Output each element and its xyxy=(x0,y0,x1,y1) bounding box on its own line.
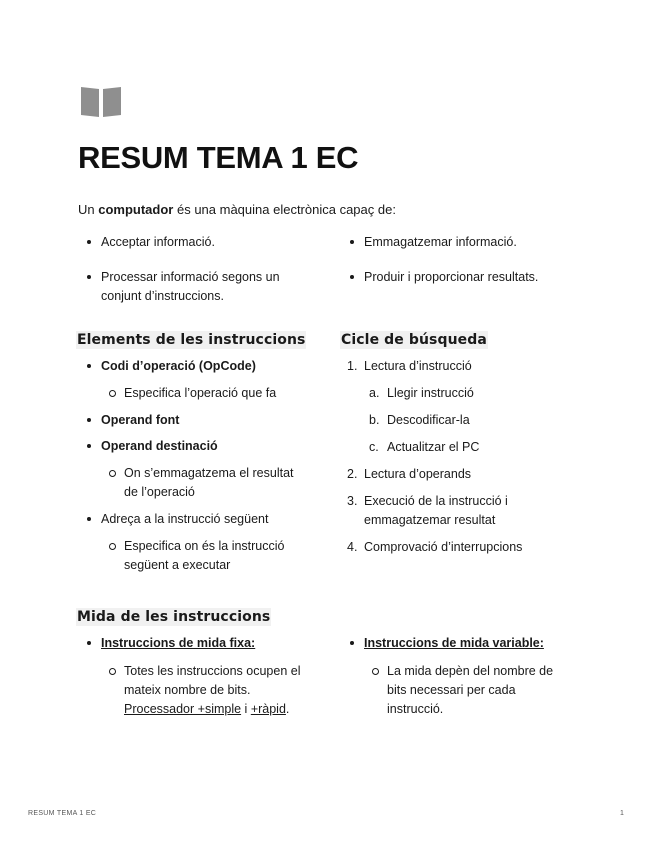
sub-list-item: a. Llegir instrucció xyxy=(369,386,474,400)
intro-bold-term: computador xyxy=(98,202,174,217)
sub-list-item: Especifica on és la instrucció següent a executar xyxy=(78,537,328,575)
elements-list xyxy=(78,357,328,575)
size-fixed-list xyxy=(78,634,328,719)
list-item: Instruccions de mida fixa: xyxy=(78,634,328,653)
list-item: Adreça a la instrucció següent xyxy=(78,510,328,529)
sub-list-item: c. Actualitzar el PC xyxy=(369,440,480,454)
capabilities-list-right xyxy=(341,233,591,287)
list-item: 2. Lectura d’operands xyxy=(347,467,472,481)
sub-list-item: La mida depèn del nombre de bits necessari per cada instrucció. xyxy=(341,662,591,719)
book-icon xyxy=(80,84,122,118)
page-number: 1 xyxy=(620,810,625,817)
list-item: 1. Lectura d’instrucció xyxy=(347,359,472,373)
sub-list-item: Totes les instruccions ocupen el mateix nombre de bits. Processador +simple i +ràpid. xyxy=(78,662,328,719)
capabilities-list-left xyxy=(78,233,323,306)
elements-heading: Elements de les instruccions xyxy=(77,332,306,348)
intro-paragraph: Un computador és una màquina electrònica capaç de: xyxy=(78,202,396,217)
cycle-list xyxy=(341,357,591,557)
cycle-heading: Cicle de búsqueda xyxy=(341,332,487,348)
list-item: Produir i proporcionar resultats. xyxy=(341,268,591,287)
list-item: Operand destinació xyxy=(78,437,328,456)
size-heading: Mida de les instruccions xyxy=(77,609,271,625)
page-title: RESUM TEMA 1 EC xyxy=(78,140,359,175)
footer-title: RESUM TEMA 1 EC xyxy=(28,810,97,817)
list-item: Processar informació segons un conjunt d’instruccions. xyxy=(78,268,323,306)
list-item: Instruccions de mida variable: xyxy=(341,634,591,653)
list-item: 4. Comprovació d’interrupcions xyxy=(347,540,523,554)
list-item: Operand font xyxy=(78,411,328,430)
sub-list-item: Especifica l’operació que fa xyxy=(78,384,328,403)
size-variable-list xyxy=(341,634,591,719)
list-item: Codi d’operació (OpCode) xyxy=(78,357,328,376)
list-item: 3. Execució de la instrucció i emmagatzemar resultat xyxy=(347,494,508,527)
list-item: Acceptar informació. xyxy=(78,233,323,252)
list-item: Emmagatzemar informació. xyxy=(341,233,591,252)
sub-list-item: On s’emmagatzema el resultat de l’operació xyxy=(78,464,328,502)
sub-list-item: b. Descodificar-la xyxy=(369,413,470,427)
